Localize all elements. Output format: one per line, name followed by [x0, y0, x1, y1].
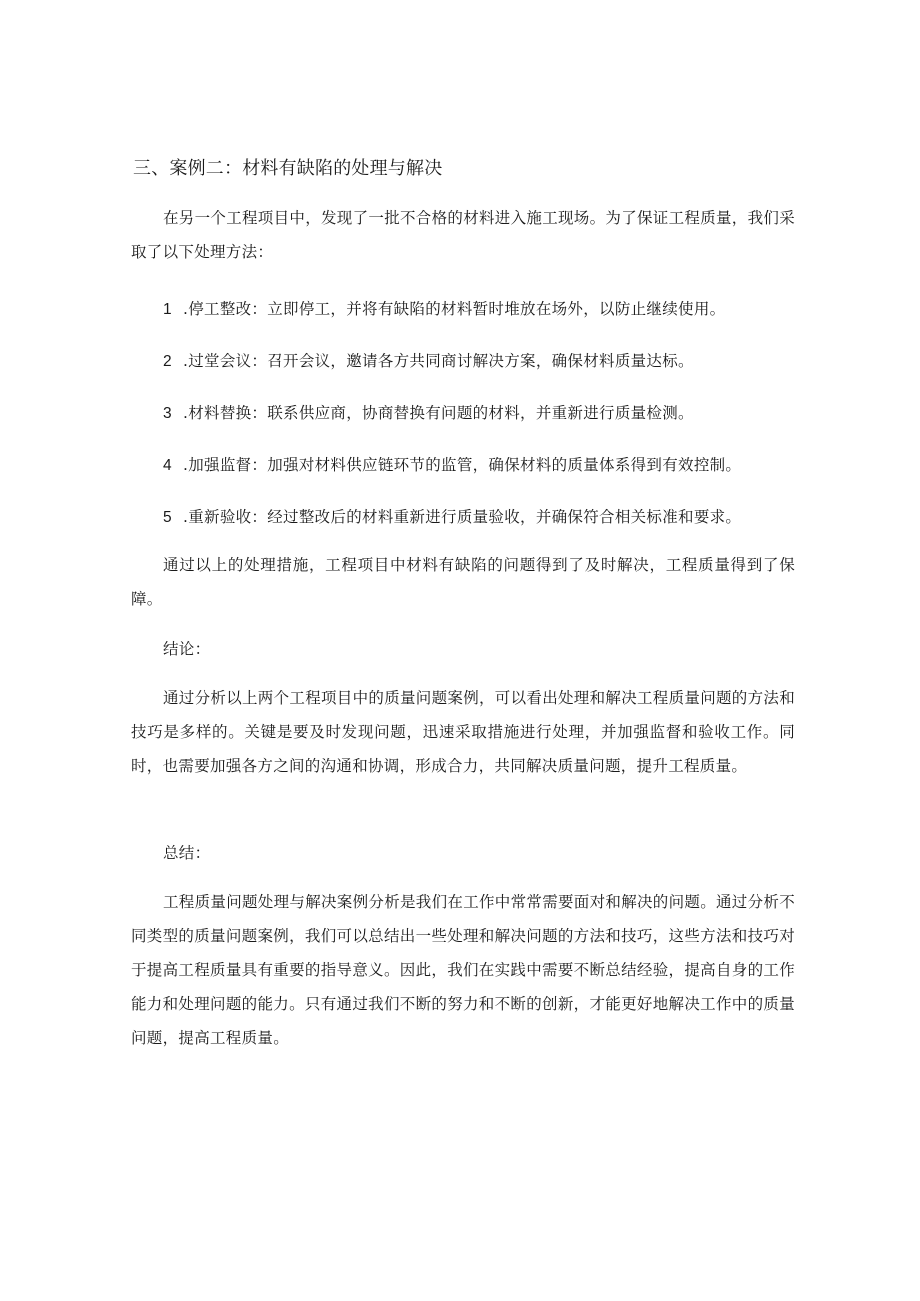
result-paragraph: 通过以上的处理措施，工程项目中材料有缺陷的问题得到了及时解决，工程质量得到了保障。: [131, 556, 795, 608]
measure-item-5: [163, 504, 803, 531]
summary-paragraph: 工程质量问题处理与解决案例分析是我们在工作中常常需要面对和解决的问题。通过分析不同类型的质量问题案例，我们可以总结出一些处理和解决问题的方法和技巧，这些方法和技巧对于提高工程质量具有重要的指导意义。因此，我们在实践中需要不断总结经验，提高自身的工作能力和处理问题的能力。只有通过我们不断的努力和不断的创新，才能更好地解决工作中的质量问题，提高工程质量。: [131, 893, 796, 1047]
measure-item-2: [163, 348, 803, 375]
measure-number: 4: [163, 457, 172, 474]
intro-paragraph: 在另一个工程项目中，发现了一批不合格的材料进入施工现场。为了保证工程质量，我们采取了以下处理方法：: [131, 209, 796, 261]
measure-item-1: [163, 296, 803, 323]
measure-text: .加强监督：加强对材料供应链环节的监管，确保材料的质量体系得到有效控制。: [183, 456, 742, 474]
measure-number: 2: [163, 353, 172, 370]
measure-text: .停工整改：立即停工，并将有缺陷的材料暂时堆放在场外，以防止继续使用。: [183, 300, 726, 318]
measure-item-3: [163, 400, 803, 427]
measure-number: 5: [163, 509, 172, 526]
section-heading: 三、案例二：材料有缺陷的处理与解决: [133, 158, 443, 179]
measure-text: .材料替换：联系供应商，协商替换有问题的材料，并重新进行质量检测。: [183, 404, 694, 422]
summary-label: 总结：: [163, 844, 211, 862]
measure-number: 1: [163, 301, 172, 318]
measure-number: 3: [163, 405, 172, 422]
measure-item-4: [163, 452, 803, 479]
measure-text: .过堂会议：召开会议，邀请各方共同商讨解决方案，确保材料质量达标。: [183, 352, 694, 370]
conclusion-label: 结论：: [163, 640, 211, 658]
measure-text: .重新验收：经过整改后的材料重新进行质量验收，并确保符合相关标准和要求。: [183, 508, 742, 526]
conclusion-paragraph: 通过分析以上两个工程项目中的质量问题案例，可以看出处理和解决工程质量问题的方法和技巧是多样的。关键是要及时发现问题，迅速采取措施进行处理，并加强监督和验收工作。同时，也需要加强各方之间的沟通和协调，形成合力，共同解决质量问题，提升工程质量。: [131, 689, 796, 775]
